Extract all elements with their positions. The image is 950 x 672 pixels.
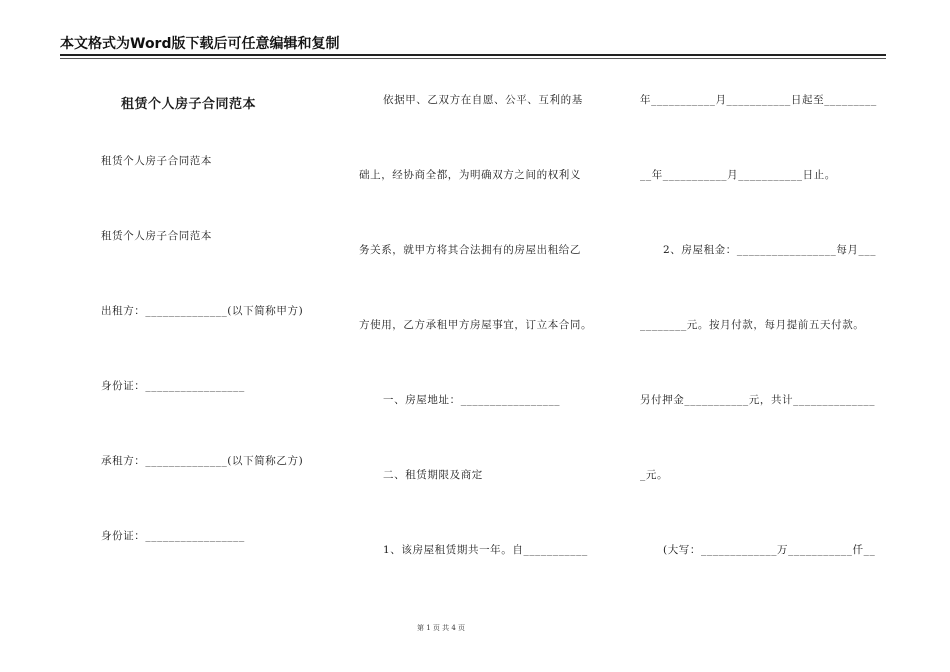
col3-line: __年___________月___________日止。 <box>640 169 836 181</box>
col2-line: 务关系，就甲方将其合法拥有的房屋出租给乙 <box>359 244 581 256</box>
page-number: 第 1 页 共 4 页 <box>416 624 466 632</box>
col3-line: ________元。按月付款，每月提前五天付款。 <box>640 319 865 331</box>
col3-line: (大写：_____________万___________仟__ <box>663 544 876 556</box>
col3-line: 年___________月___________日起至_________ <box>640 94 877 106</box>
col1-line: 租赁个人房子合同范本 <box>101 230 212 242</box>
col1-line: 出租方：______________(以下简称甲方) <box>101 305 304 317</box>
col2-line: 依据甲、乙双方在自愿、公平、互利的基 <box>383 94 583 106</box>
col1-line: 租赁个人房子合同范本 <box>101 155 212 167</box>
col2-line: 1、该房屋租赁期共一年。自___________ <box>383 544 588 556</box>
header-rule-thin <box>60 58 886 59</box>
col1-line: 承租方：______________(以下简称乙方) <box>101 455 304 467</box>
header-rule <box>60 54 886 56</box>
col3-line: 2、房屋租金：_________________每月___ <box>663 244 877 256</box>
col1-line: 身份证：_________________ <box>101 530 245 542</box>
col2-line: 二、租赁期限及商定 <box>383 469 483 481</box>
col3-line: _元。 <box>640 469 669 481</box>
col1-line: 身份证：_________________ <box>101 380 245 392</box>
col2-line: 一、房屋地址：_________________ <box>383 394 561 406</box>
col2-line: 方使用，乙方承租甲方房屋事宜，订立本合同。 <box>359 319 593 331</box>
col3-line: 另付押金___________元，共计______________ <box>640 394 876 406</box>
document-header: 本文格式为Word版下载后可任意编辑和复制 <box>60 36 340 52</box>
document-title: 租赁个人房子合同范本 <box>121 97 257 112</box>
col2-line: 础上，经协商全都，为明确双方之间的权利义 <box>359 169 581 181</box>
